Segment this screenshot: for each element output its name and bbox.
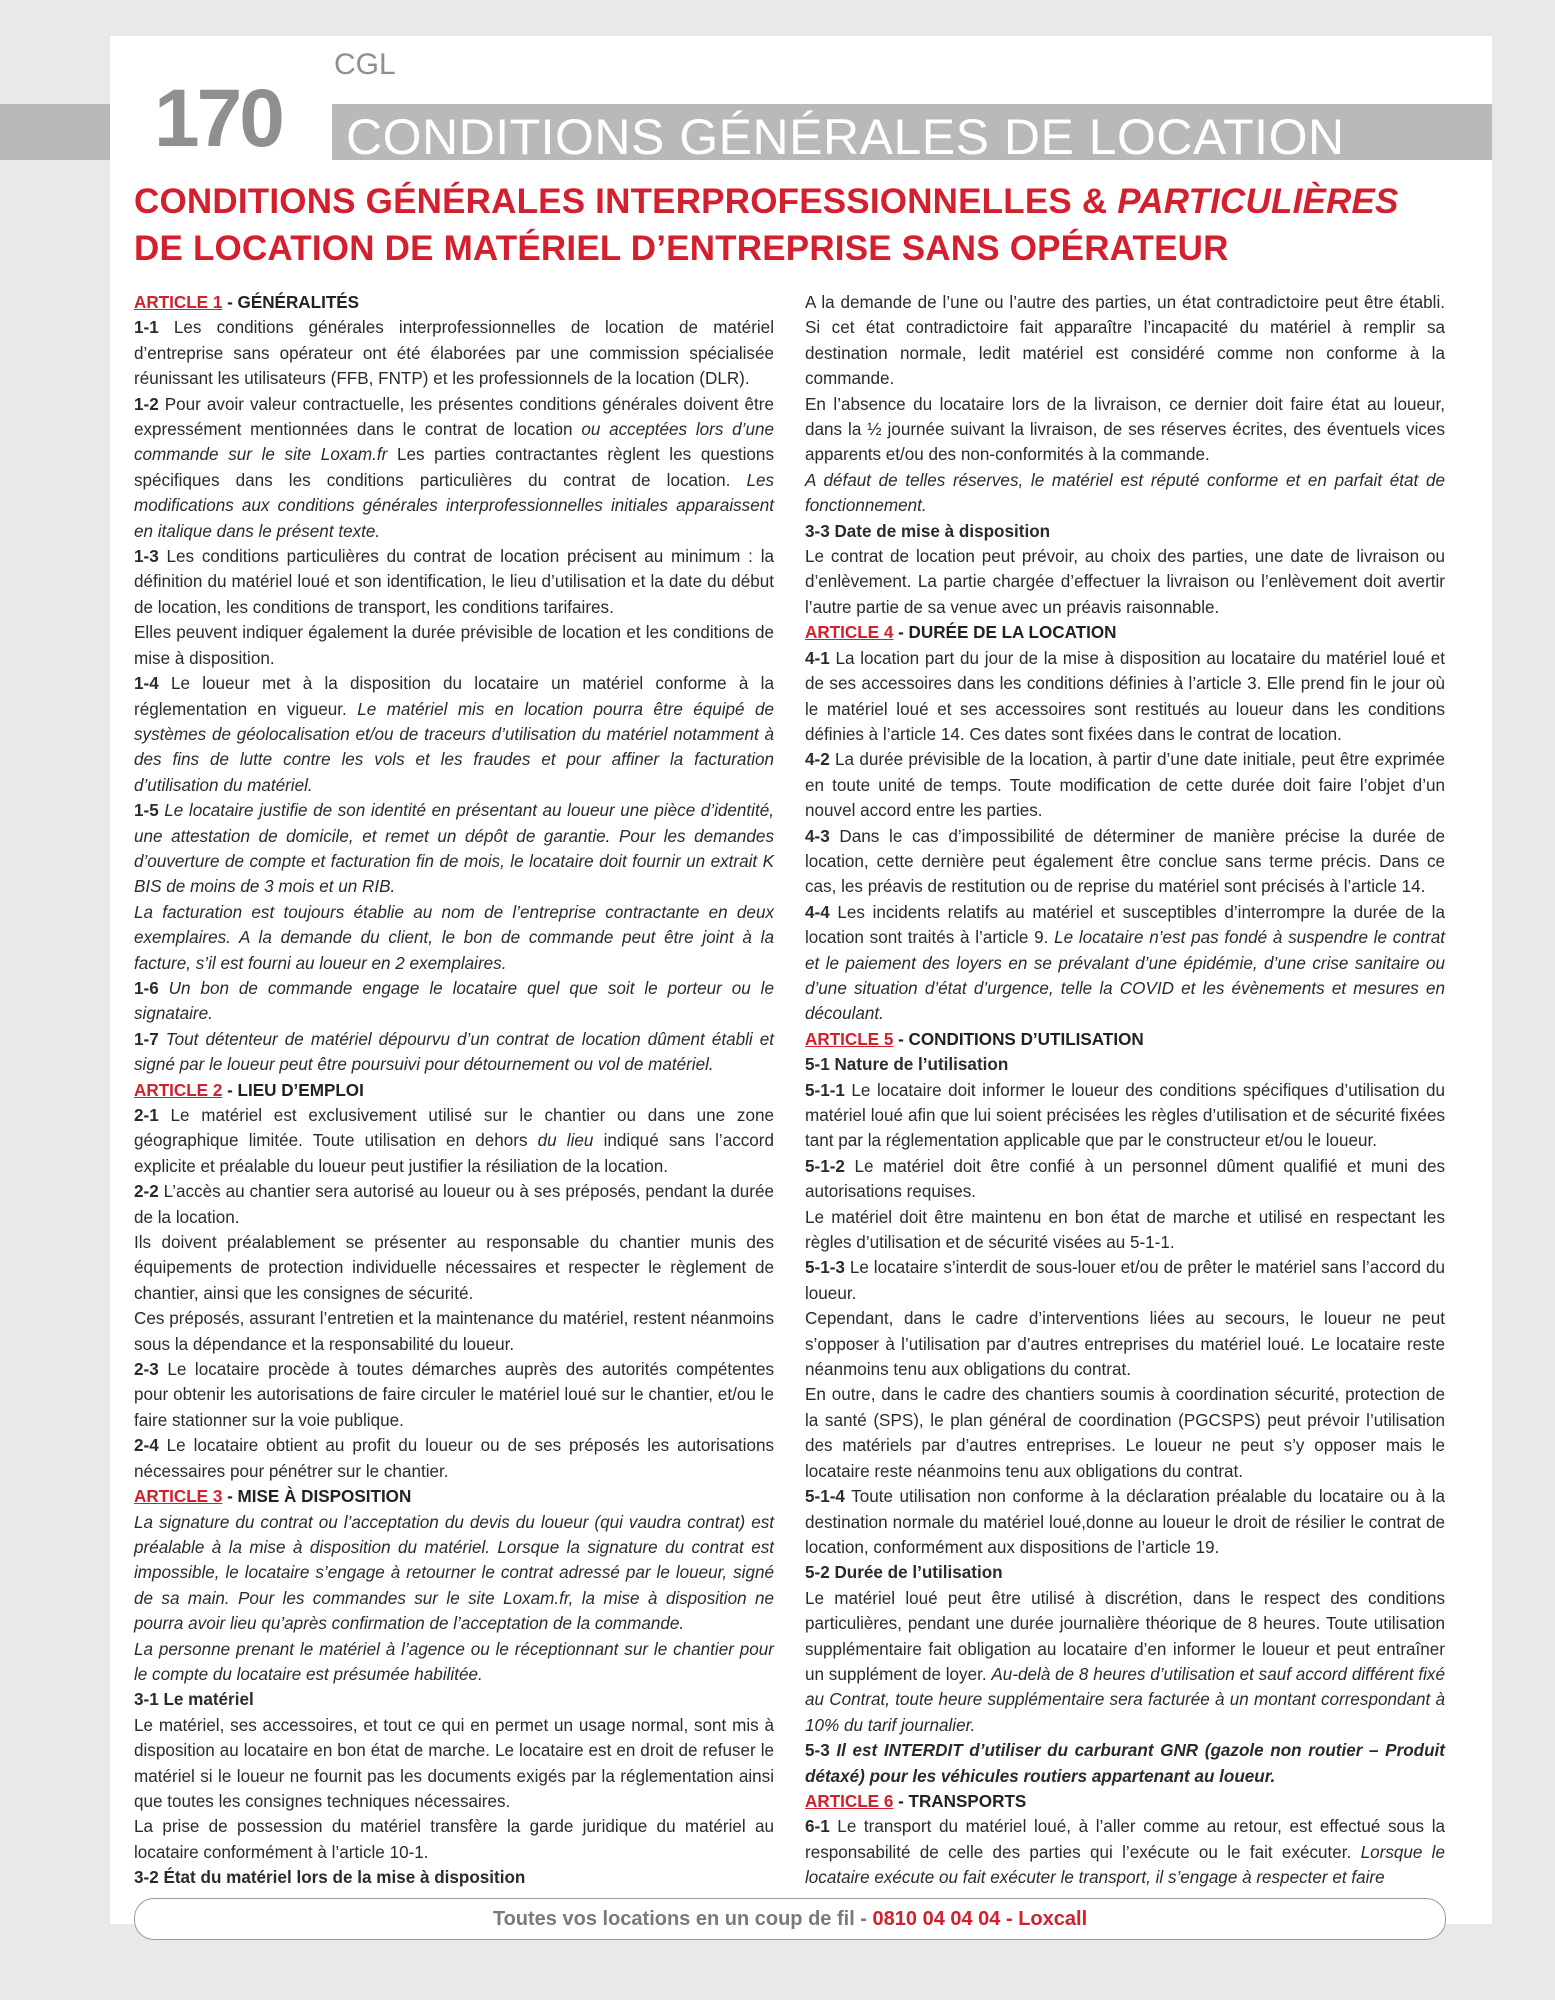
article-heading <box>134 1078 774 1103</box>
paragraph: 2-2 L’accès au chantier sera autorisé au loueur ou à ses préposés, pendant la durée de la location. <box>134 1182 774 1227</box>
article-heading <box>805 620 1445 645</box>
article-title: - MISE À DISPOSITION <box>222 1487 412 1507</box>
subheading: 5-1 Nature de l’utilisation <box>805 1055 1009 1075</box>
paragraph: A défaut de telles réserves, le matériel est réputé conforme et en parfait état de fonctionnement. <box>805 470 1445 516</box>
paragraph: Ces préposés, assurant l’entretien et la maintenance du matériel, restent néanmoins sous la dépendance et la responsabilité du loueur. <box>134 1309 774 1354</box>
paragraph: Ils doivent préalablement se présenter au responsable du chantier munis des équipements de protection individuelle nécessaires et respecter le règlement de chantier, ainsi que les consignes de sécurité. <box>134 1233 774 1303</box>
paragraph: Le contrat de location peut prévoir, au choix des parties, une date de livraison ou d’enlèvement. La partie chargée d’effectuer la livraison ou l’enlèvement doit avertir l’autre partie de sa venue avec un préavis raisonnable. <box>805 547 1445 617</box>
title-line1-italic: PARTICULIÈRES <box>1117 182 1399 221</box>
article-heading <box>805 1027 1445 1052</box>
paragraph: 5-1-3 Le locataire s’interdit de sous-louer et/ou de prêter le matériel sans l’accord du loueur. <box>805 1258 1445 1303</box>
article-title: - TRANSPORTS <box>893 1791 1027 1811</box>
paragraph: En outre, dans le cadre des chantiers soumis à coordination sécurité, protection de la santé (SPS), le plan général de coordination (PGCSPS) peut prévoir l’utilisation des matériels par d’autres entreprises. Le loueur ne peut s’y opposer mais le locataire reste néanmoins tenu aux obligations du contrat. <box>805 1385 1445 1481</box>
footer-phone: 0810 04 04 04 - Loxcall <box>872 1908 1088 1930</box>
article-heading <box>805 1789 1445 1814</box>
paragraph: 4-1 La location part du jour de la mise à disposition au locataire du matériel loué et de ses accessoires dans les conditions définies à l’article 3. Elle prend fin le jour où le matériel loué et ses accessoires sont restitués au loueur dans les conditions définies à l’article 14. Ces dates sont fixées dans le contrat de location. <box>805 648 1445 744</box>
paragraph: La prise de possession du matériel transfère la garde juridique du matériel au locataire conformément à l’article 10-1. <box>134 1817 774 1862</box>
article-number: ARTICLE 5 <box>805 1029 894 1049</box>
document-title <box>134 178 1474 272</box>
article-number: ARTICLE 1 <box>134 293 223 312</box>
paragraph: 2-1 Le matériel est exclusivement utilisé sur le chantier ou dans une zone géographique limitée. Toute utilisation en dehors du lieu indiqué sans l’accord explicite et préalable du loueur peut justifier la résiliation de la location. <box>134 1106 775 1176</box>
paragraph: 4-4 Les incidents relatifs au matériel et susceptibles d’interrompre la durée de la location sont traités à l’article 9. Le locataire n’est pas fondé à suspendre le contrat et le paiement des loyers en se prévalant d’une épidémie, d’une crise sanitaire ou d’une situation d’état d’urgence, telle la COVID et les évènements et mesures en découlant. <box>805 902 1445 1024</box>
paragraph: Le matériel loué peut être utilisé à discrétion, dans le respect des conditions particulières, pendant une durée journalière théorique de 8 heures. Toute utilisation supplémentaire fait obligation au locataire d’en informer le loueur et peut entraîner un supplément de loyer. Au-delà de 8 heures d’utilisation et sauf accord différent fixé au Contrat, toute heure supplémentaire sera facturée à un montant correspondant à 10% du tarif journalier. <box>805 1588 1445 1735</box>
footer-bar <box>134 1898 1446 1940</box>
page-number: 170 <box>154 73 282 164</box>
article-title: - CONDITIONS D’UTILISATION <box>893 1029 1144 1049</box>
paragraph: 5-1-2 Le matériel doit être confié à un personnel dûment qualifié et muni des autorisations requises. <box>805 1156 1445 1202</box>
article-number: ARTICLE 2 <box>134 1080 223 1100</box>
paragraph: Cependant, dans le cadre d’interventions liées au secours, le loueur ne peut s’opposer à l’utilisation par d’autres entreprises du matériel loué. Le locataire reste néanmoins tenu aux obligations du contrat. <box>805 1309 1445 1380</box>
paragraph: 1-6 Un bon de commande engage le locataire quel que soit le porteur ou le signataire. <box>134 978 774 1024</box>
article-number: ARTICLE 6 <box>805 1791 894 1811</box>
header-left-band <box>0 104 110 160</box>
paragraph: 5-1-4 Toute utilisation non conforme à la déclaration préalable du locataire ou à la destination normale du matériel loué,donne au loueur le droit de résilier le contrat de location, conformément aux dispositions de l’article 19. <box>805 1487 1445 1557</box>
subheading: 3-3 Date de mise à disposition <box>805 521 1051 541</box>
paragraph: Le matériel doit être maintenu en bon état de marche et utilisé en respectant les règles d’utilisation et de sécurité visées au 5-1-1. <box>805 1207 1445 1253</box>
paragraph: La facturation est toujours établie au nom de l’entreprise contractante en deux exemplaires. A la demande du client, le bon de commande peut être joint à la facture, s’il est fourni au loueur en 2 exemplaires. <box>134 902 774 973</box>
title-line1: CONDITIONS GÉNÉRALES INTERPROFESSIONNELLES & <box>134 182 1118 221</box>
right-column <box>805 290 1445 1891</box>
paragraph: 6-1 Le transport du matériel loué, à l’aller comme au retour, est effectué sous la responsabilité de celle des parties qui l’exécute ou le fait exécuter. Lorsque le locataire exécute ou fait exécuter le transport, il s’engage à respecter et faire <box>805 1817 1445 1888</box>
article-title: - LIEU D’EMPLOI <box>222 1080 364 1100</box>
subheading: 5-2 Durée de l’utilisation <box>805 1563 1003 1583</box>
paragraph: La personne prenant le matériel à l’agence ou le réceptionnant sur le chantier pour le compte du locataire est présumée habilitée. <box>134 1639 774 1684</box>
subheading: 3-2 État du matériel lors de la mise à disposition <box>134 1868 526 1888</box>
subheading: 3-1 Le matériel <box>134 1690 254 1710</box>
paragraph: 1-2 Pour avoir valeur contractuelle, les présentes conditions générales doivent être expressément mentionnées dans le contrat de location ou acceptées lors d’une commande sur le site Loxam.fr Les parties contractantes règlent les questions spécifiques dans les conditions particulières du contrat de location. Les modifications aux conditions générales interprofessionnelles initiales apparaissent en italique dans le présent texte. <box>134 394 774 541</box>
paragraph: En l’absence du locataire lors de la livraison, ce dernier doit faire état au loueur, dans la ½ journée suivant la livraison, de ses réserves écrites, des éventuels vices apparents et/ou des non-conformités à la commande. <box>805 394 1445 465</box>
article-title: - GÉNÉRALITÉS <box>222 293 360 312</box>
paragraph: 5-1-1 Le locataire doit informer le loueur des conditions spécifiques d’utilisation du matériel loué afin que lui soient précisées les règles d’utilisation et de sécurité fixées tant par la réglementation applicable que par le constructeur et/ou le loueur. <box>805 1080 1445 1151</box>
article-title: - DURÉE DE LA LOCATION <box>893 623 1117 643</box>
article-heading <box>134 1484 774 1509</box>
header-title: CONDITIONS GÉNÉRALES DE LOCATION <box>346 109 1345 165</box>
left-column <box>134 290 774 1891</box>
paragraph: 1-7 Tout détenteur de matériel dépourvu d’un contrat de location dûment établi et signé par le loueur peut être poursuivi pour détournement ou vol de matériel. <box>134 1029 774 1075</box>
paragraph: 1-4 Le loueur met à la disposition du locataire un matériel conforme à la réglementation en vigueur. Le matériel mis en location pourra être équipé de systèmes de géolocalisation et/ou de traceurs d’utilisation du matériel notamment à des fins de lutte contre les vols et les fraudes et pour affiner la facturation d’utilisation du matériel. <box>134 674 774 795</box>
paragraph: 2-3 Le locataire procède à toutes démarches auprès des autorités compétentes pour obtenir les autorisations de faire circuler le matériel loué sur le chantier, et/ou le faire stationner sur la voie publique. <box>134 1360 774 1430</box>
header-title-band <box>332 104 1492 165</box>
footer-text: Toutes vos locations en un coup de fil - <box>492 1908 873 1930</box>
paragraph: 1-3 Les conditions particulières du contrat de location précisent au minimum : la définition du matériel loué et son identification, le lieu d’utilisation et la date du début de location, les conditions de transport, les conditions tarifaires. <box>134 547 774 617</box>
paragraph: 1-5 Le locataire justifie de son identité en présentant au loueur une pièce d’identité, une attestation de domicile, et remet un dépôt de garantie. Pour les demandes d’ouverture de compte et facturation fin de mois, le locataire doit fournir un extrait K BIS de moins de 3 mois et un RIB. <box>134 801 774 897</box>
article-number: ARTICLE 4 <box>805 623 894 643</box>
paragraph: 4-2 La durée prévisible de la location, à partir d’une date initiale, peut être exprimée en toute unité de temps. Toute modification de cette durée doit faire l’objet d’un nouvel accord entre les parties. <box>805 750 1445 821</box>
paragraph: 2-4 Le locataire obtient au profit du loueur ou de ses préposés les autorisations nécessaires pour pénétrer sur le chantier. <box>134 1436 774 1481</box>
paragraph: 1-1 Les conditions générales interprofessionnelles de location de matériel d’entreprise sans opérateur ont été élaborées par une commission spécialisée réunissant les utilisateurs (FFB, FNTP) et les professionnels de la location (DLR). <box>134 318 774 389</box>
paragraph: 4-3 Dans le cas d’impossibilité de déterminer de manière précise la durée de location, cette dernière peut également être conclue sans terme précis. Dans ce cas, les préavis de restitution ou de reprise du matériel sont précisés à l’article 14. <box>805 826 1445 897</box>
article-heading <box>134 290 774 315</box>
paragraph: Elles peuvent indiquer également la durée prévisible de location et les conditions de mise à disposition. <box>134 623 774 668</box>
paragraph: A la demande de l’une ou l’autre des parties, un état contradictoire peut être établi. Si cet état contradictoire fait apparaître l’incapacité du matériel à remplir sa destination normale, ledit matériel est considéré comme non conforme à la commande. <box>805 293 1445 389</box>
paragraph: 5-3 Il est INTERDIT d’utiliser du carburant GNR (gazole non routier – Produit détaxé) pour les véhicules routiers appartenant au loueur. <box>805 1741 1445 1786</box>
paragraph: La signature du contrat ou l’acceptation du devis du loueur (qui vaudra contrat) est préalable à la mise à disposition du matériel. Lorsque la signature du contrat est impossible, le locataire s’engage à retourner le contrat adressé par le loueur, signé de sa main. Pour les commandes sur le site Loxam.fr, la mise à disposition ne pourra avoir lieu qu’après confirmation de l’acceptation de la commande. <box>134 1512 774 1634</box>
article-number: ARTICLE 3 <box>134 1487 223 1507</box>
title-line2: DE LOCATION DE MATÉRIEL D’ENTREPRISE SANS OPÉRATEUR <box>134 229 1229 268</box>
paragraph: Le matériel, ses accessoires, et tout ce qui en permet un usage normal, sont mis à disposition au locataire en bon état de marche. Le locataire est en droit de refuser le matériel si le loueur ne fournit pas les documents exigés par la réglementation ainsi que toutes les consignes techniques nécessaires. <box>134 1715 774 1811</box>
section-label: CGL <box>334 48 396 81</box>
